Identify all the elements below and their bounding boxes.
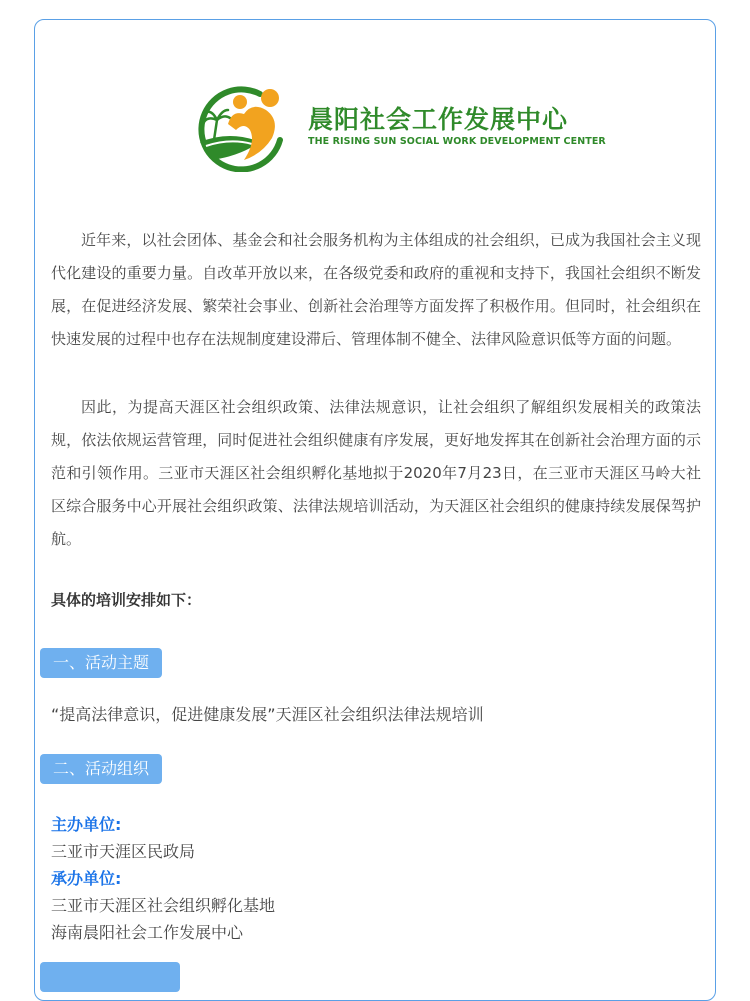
host-label: 主办单位: <box>51 815 122 834</box>
organization-name-en: THE RISING SUN SOCIAL WORK DEVELOPMENT CENTER <box>308 136 606 147</box>
arrangement-heading: 具体的培训安排如下： <box>51 591 202 609</box>
section-title-partial <box>40 962 180 992</box>
rising-sun-logo-icon <box>190 80 286 172</box>
intro-paragraph-1: 近年来，以社会团体、基金会和社会服务机构为主体组成的社会组织，已成为我国社会主义现代化建设的重要力量。自改革开放以来，在各级党委和政府的重视和支持下，我国社会组织不断发展，在促进经济发展、繁荣社会事业、创新社会治理等方面发挥了积极作用。但同时，社会组织在快速发展的过程中也存在法规制度建设滞后、管理体制不健全、法律风险意识低等方面的问题。 <box>51 231 701 348</box>
host-value: 三亚市天涯区民政局 <box>51 842 196 861</box>
organizer-label: 承办单位: <box>51 869 122 888</box>
organizer-value-2: 海南晨阳社会工作发展中心 <box>51 923 244 942</box>
organization-logo <box>190 80 606 172</box>
activity-theme-text: “提高法律意识，促进健康发展”天涯区社会组织法律法规培训 <box>51 705 484 724</box>
intro-paragraph-2: 因此，为提高天涯区社会组织政策、法律法规意识，让社会组织了解组织发展相关的政策法规，依法依规运营管理，同时促进社会组织健康有序发展，更好地发挥其在创新社会治理方面的示范和引领作用。三亚市天涯区社会组织孵化基地拟于2020年7月23日，在三亚市天涯区马岭大社区综合服务中心开展社会组织政策、法律法规培训活动，为天涯区社会组织的健康持续发展保驾护航。 <box>51 398 701 548</box>
organizer-value-1: 三亚市天涯区社会组织孵化基地 <box>51 896 276 915</box>
section-title-activity-organization: 二、活动组织 <box>40 754 162 784</box>
section-title-activity-theme: 一、活动主题 <box>40 648 162 678</box>
organization-name-cn: 晨阳社会工作发展中心 <box>308 105 569 134</box>
